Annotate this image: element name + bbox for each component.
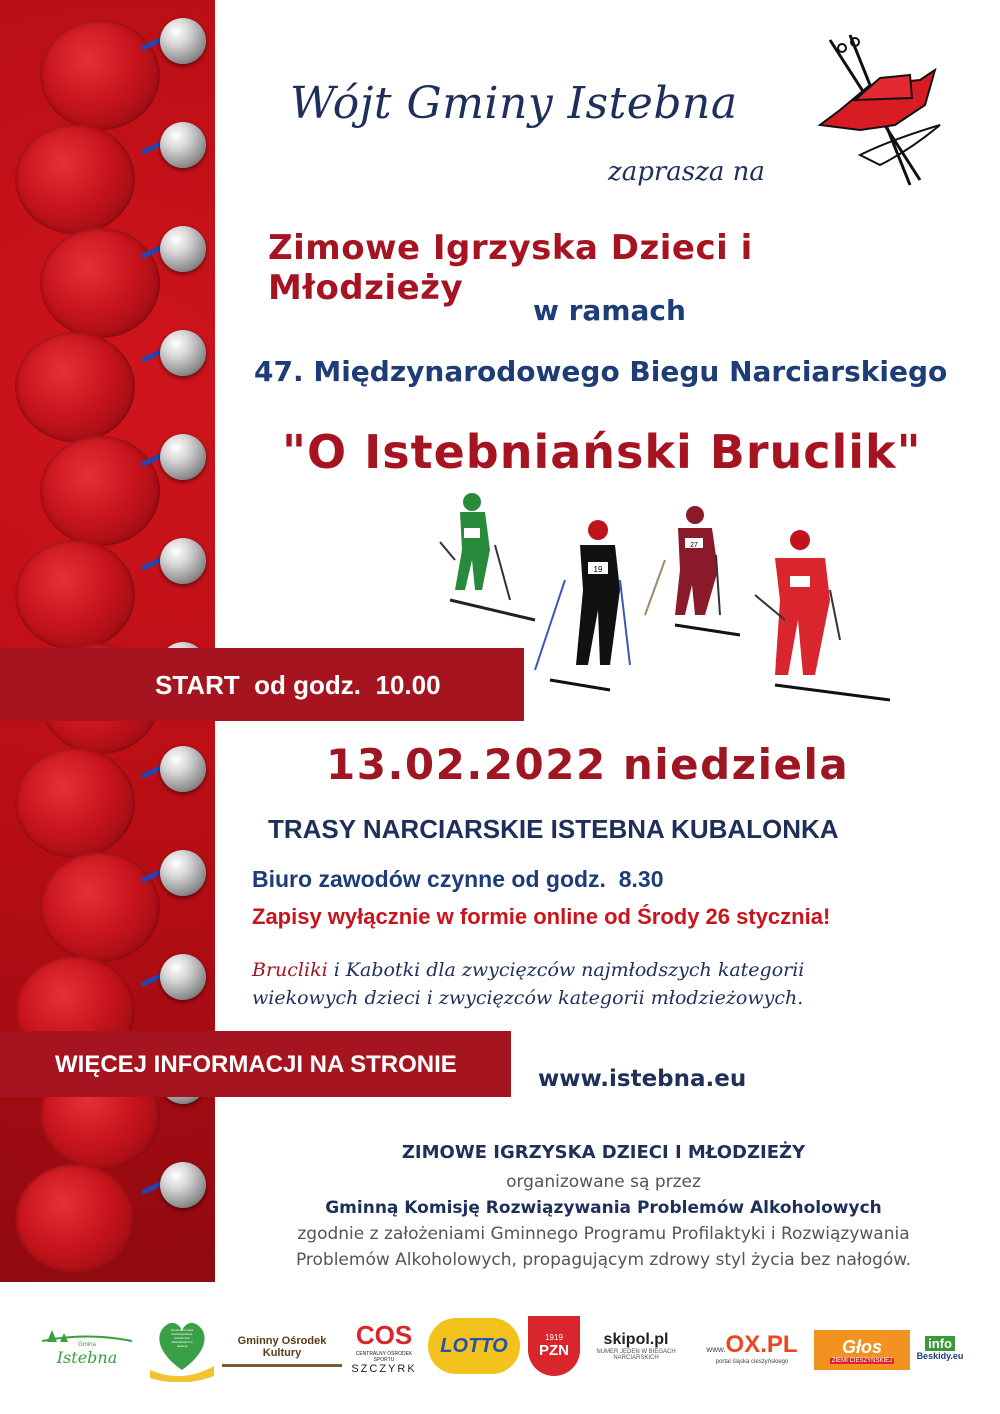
beskidy-logo-text: Beskidy.eu bbox=[916, 1350, 964, 1361]
pompom bbox=[15, 1164, 135, 1274]
race-name: 47. Międzynarodowego Biegu Narciarskiego bbox=[254, 355, 948, 388]
glos-logo-text: Głos bbox=[841, 1336, 882, 1357]
pompom bbox=[40, 852, 160, 962]
skipol-logo-text: skipol.pl bbox=[603, 1331, 669, 1348]
footer-line-3: Problemów Alkoholowych, propagującym zdrowy styl życia bez nałogów. bbox=[295, 1250, 912, 1270]
pompom bbox=[40, 436, 160, 546]
commission-logo-text: Gminna Komisja Rozwiązywania Problemów Alkoholowych w Istebnej bbox=[170, 1328, 193, 1348]
header-invites: zaprasza na bbox=[608, 157, 765, 187]
pompom bbox=[15, 332, 135, 442]
sponsor-logos-row bbox=[0, 1300, 1000, 1390]
event-title: Zimowe Igrzyska Dzieci i Młodzieży bbox=[268, 228, 753, 308]
race-office-hours: Biuro zawodów czynne od godz. 8.30 bbox=[252, 866, 664, 892]
lotto-logo bbox=[428, 1318, 520, 1374]
lotto-logo-text: LOTTO bbox=[440, 1334, 508, 1357]
oxpl-logo-text: OX.PL bbox=[725, 1331, 798, 1358]
hat-ski-poles-logo bbox=[800, 30, 960, 190]
pompom bbox=[40, 20, 160, 130]
more-info-banner bbox=[0, 1031, 511, 1097]
glos-logo-sub: ZIEMI CIESZYŃSKIEJ bbox=[831, 1357, 893, 1364]
oxpl-logo-prefix: www. bbox=[706, 1345, 726, 1354]
skipol-logo-sub: NUMER JEDEN W BIEGACH NARCIARSKICH bbox=[596, 1349, 676, 1361]
event-within: w ramach bbox=[533, 294, 686, 327]
culture-center-logo bbox=[222, 1330, 342, 1367]
silver-button bbox=[160, 746, 206, 792]
registration-note: Zapisy wyłącznie w formie online od Środy 26 stycznia! bbox=[252, 904, 831, 929]
oxpl-logo bbox=[694, 1326, 810, 1370]
commission-logo bbox=[146, 1310, 218, 1382]
beskidy-info-text: info bbox=[925, 1336, 955, 1351]
skier-maroon bbox=[645, 506, 740, 635]
pzn-logo-text: PZN bbox=[539, 1342, 569, 1359]
more-info-text: WIĘCEJ INFORMACJI NA STRONIE bbox=[55, 1051, 457, 1078]
culture-center-text: Gminny Ośrodek Kultury bbox=[237, 1335, 327, 1359]
footer-organizer: Gminną Komisję Rozwiązywania Problemów Alkoholowych bbox=[325, 1198, 882, 1218]
event-date: 13.02.2022 niedziela bbox=[326, 740, 850, 789]
glos-logo bbox=[814, 1330, 910, 1370]
silver-button bbox=[160, 434, 206, 480]
pompom bbox=[15, 124, 135, 234]
skier-black bbox=[535, 520, 630, 690]
cos-logo-name: CENTRALNY OŚRODEK SPORTU bbox=[355, 1350, 413, 1363]
footer-title: ZIMOWE IGRZYSKA DZIECI I MŁODZIEŻY bbox=[401, 1142, 806, 1163]
pzn-logo bbox=[528, 1316, 580, 1376]
beskidy-info-logo bbox=[912, 1324, 968, 1372]
silver-button bbox=[160, 954, 206, 1000]
pompom bbox=[15, 540, 135, 650]
silver-button bbox=[160, 538, 206, 584]
start-time-text: START od godz. 10.00 bbox=[155, 670, 441, 700]
race-quote: "O Istebniański Bruclik" bbox=[282, 425, 922, 479]
skier-bib: 19 bbox=[593, 565, 603, 574]
prizes-line-2: wiekowych dzieci i zwycięzców kategorii młodzieżowych. bbox=[252, 987, 804, 1009]
prizes-accent: Brucliki bbox=[252, 959, 328, 981]
venue: TRASY NARCIARSKIE ISTEBNA KUBALONKA bbox=[268, 814, 839, 844]
silver-button bbox=[160, 18, 206, 64]
footer-line-2: zgodnie z założeniami Gminnego Programu Profilaktyki i Rozwiązywania bbox=[297, 1224, 910, 1244]
skier-green bbox=[440, 493, 535, 620]
oxpl-logo-sub: portal śląska cieszyńskiego bbox=[715, 1359, 789, 1365]
silver-button bbox=[160, 122, 206, 168]
prizes-line-1 bbox=[252, 956, 892, 984]
trees-icon bbox=[42, 1328, 132, 1342]
pompom bbox=[15, 748, 135, 858]
skier-red bbox=[755, 530, 890, 700]
pompom bbox=[40, 228, 160, 338]
istebna-logo-small: Gmina bbox=[78, 1342, 96, 1348]
silver-button bbox=[160, 226, 206, 272]
cos-logo-letters: COS bbox=[355, 1319, 413, 1350]
istebna-logo-text: Istebna bbox=[56, 1348, 118, 1367]
header-title: Wójt Gminy Istebna bbox=[290, 78, 738, 129]
silver-button bbox=[160, 850, 206, 896]
istebna-logo bbox=[32, 1325, 142, 1370]
oxpl-logo-line bbox=[706, 1331, 797, 1359]
start-time-banner bbox=[0, 648, 524, 721]
skier-bib: 27 bbox=[690, 542, 698, 549]
silver-button bbox=[160, 1162, 206, 1208]
organizer-footer bbox=[225, 1142, 982, 1273]
prizes-line-1-rest: i Kabotki dla zwycięzców najmłodszych kategorii bbox=[327, 959, 805, 981]
pzn-logo-year: 1919 bbox=[545, 1333, 563, 1342]
skipol-logo bbox=[584, 1322, 688, 1370]
cos-logo-city: SZCZYRK bbox=[351, 1362, 417, 1375]
silver-button bbox=[160, 330, 206, 376]
prizes-text bbox=[252, 956, 892, 1012]
cos-szczyrk-logo bbox=[346, 1312, 422, 1382]
website-link[interactable]: www.istebna.eu bbox=[538, 1066, 747, 1092]
footer-line-1: organizowane są przez bbox=[506, 1172, 701, 1192]
